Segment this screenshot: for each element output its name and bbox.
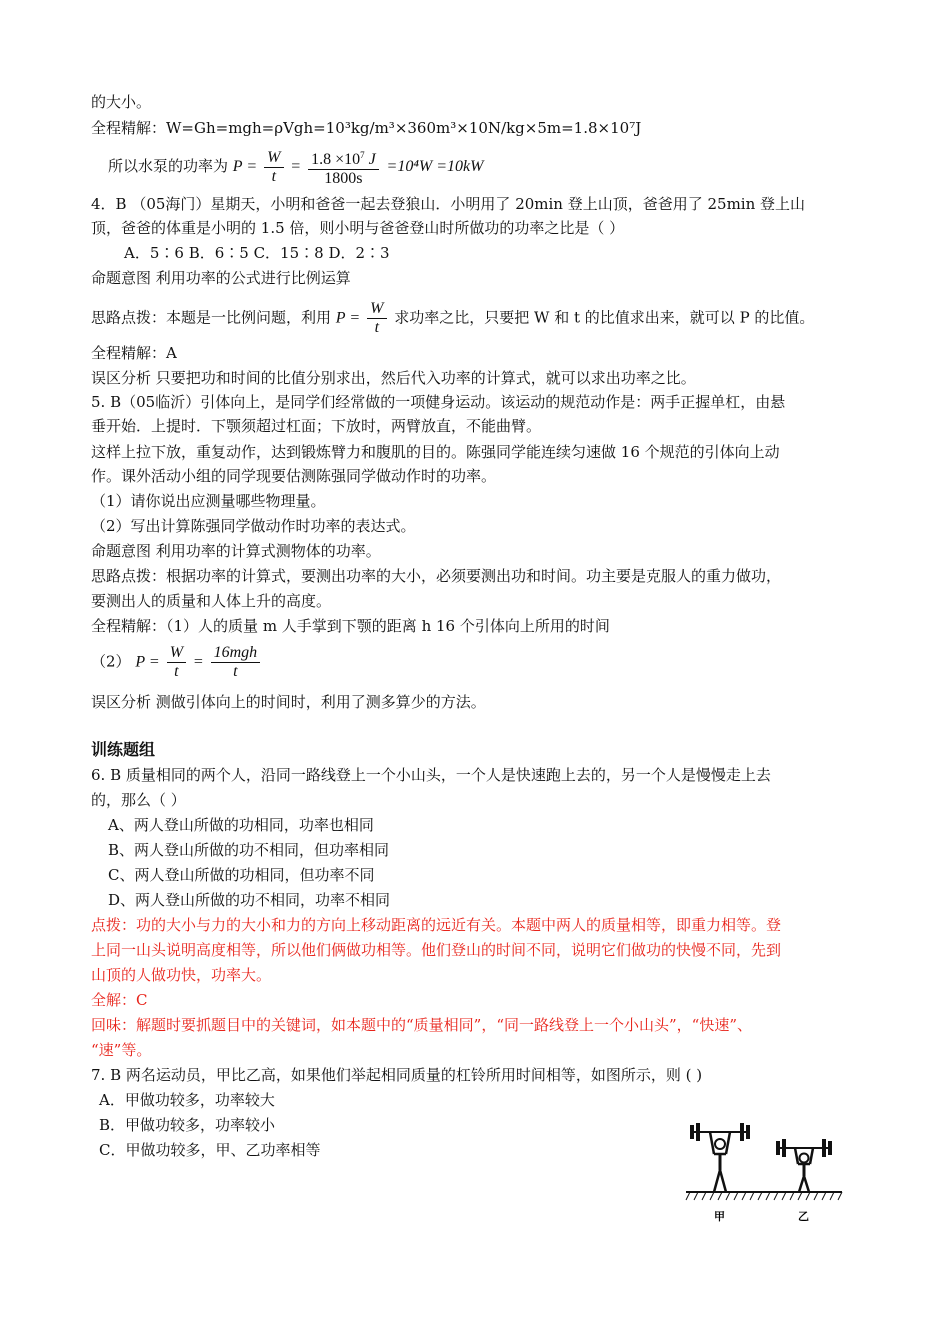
question-7-option-b: B．甲做功较多，功率较小: [99, 1116, 276, 1134]
weightlifters-illustration: [684, 1120, 844, 1230]
question-5-mistake: 误区分析 测做引体向上的时间时，利用了测多算少的方法。: [91, 693, 486, 711]
text-line: 全程精解：W=Gh=mgh=ρVgh=10³kg/m³×360m³×10N/kg×5m=1.8×10⁷J: [91, 119, 642, 137]
question-7-option-a: A．甲做功较多，功率较大: [99, 1091, 275, 1109]
question-6-line: 的，那么（ ）: [91, 791, 186, 809]
question-6-hint: 上同一山头说明高度相等，所以他们俩做功相等。他们登山的时间不同，说明它们做功的快慢不同，先到: [91, 941, 782, 959]
power-formula-line: [108, 146, 483, 188]
weightlifter-yi: [776, 1139, 832, 1192]
equals-sign: =: [193, 653, 203, 671]
fraction-numerator: W: [264, 149, 283, 168]
formula-result: =10⁴W =10kW: [386, 158, 484, 175]
section-title: 训练题组: [91, 740, 156, 759]
weightlifter-jia: [690, 1123, 750, 1192]
symbol-p: P: [135, 653, 146, 671]
question-4-options: A．5∶6 B．6∶5 C．15∶8 D．2∶3: [124, 244, 390, 262]
symbol-p: P: [232, 158, 243, 175]
fraction-16mgh-over-t: [211, 644, 261, 681]
question-5-formula: [91, 644, 263, 681]
numerator-value: 1.8 ×10: [311, 151, 361, 168]
question-6-option-c: C、两人登山所做的功相同，但功率不同: [108, 866, 375, 884]
question-5-sub1: （1）请你说出应测量哪些物理量。: [91, 492, 326, 510]
equals-sign: =: [350, 309, 360, 327]
question-5-line: 作。课外活动小组的同学现要估测陈强同学做动作时的功率。: [91, 467, 497, 485]
question-5-sub2: （2）写出计算陈强同学做动作时功率的表达式。: [91, 517, 416, 535]
numerator-exponent: 7: [360, 150, 365, 160]
question-5-line: 这样上拉下放，重复动作，达到锻炼臂力和腹肌的目的。陈强同学能连续匀速做 16 个规范的引体向上动: [91, 443, 780, 461]
fraction-denominator: 1800s: [324, 170, 363, 187]
question-6-hint: 山顶的人做功快，功率大。: [91, 966, 272, 984]
fraction-denominator: t: [374, 319, 380, 336]
question-4-mistake: 误区分析 只要把功和时间的比值分别求出，然后代入功率的计算式，就可以求出功率之比。: [91, 369, 696, 387]
fraction-denominator: t: [174, 663, 179, 680]
question-6-option-b: B、两人登山所做的功不相同，但功率相同: [108, 841, 390, 859]
question-5-hint: 要测出人的质量和人体上升的高度。: [91, 592, 332, 610]
question-5-line: 5. B（05临沂）引体向上，是同学们经常做的一项健身运动。该运动的规范动作是：两手正握单杠，由悬: [91, 393, 786, 411]
text-line: 的大小。: [91, 93, 152, 111]
fraction-numerator: 16mgh: [211, 644, 261, 663]
fraction-numerator: W: [167, 644, 186, 663]
fraction-numerator: W: [367, 300, 386, 319]
equals-sign: =: [247, 158, 257, 175]
question-7-option-c: C．甲做功较多，甲、乙功率相等: [99, 1141, 321, 1159]
question-6-option-d: D、两人登山所做的功不相同，功率不相同: [108, 891, 391, 909]
figure-label-jia: 甲: [714, 1210, 725, 1223]
fraction-denominator: t: [271, 167, 277, 185]
ground-line: [686, 1192, 842, 1200]
question-6-line: 6. B 质量相同的两个人，沿同一路线登上一个小山头，一个人是快速跑上去的，另一个人是慢慢走上去: [91, 766, 771, 784]
question-5-answer: 全程精解：（1）人的质量 m 人手掌到下颚的距离 h 16 个引体向上所用的时间: [91, 617, 610, 635]
question-4-intent: 命题意图 利用功率的公式进行比例运算: [91, 269, 351, 287]
question-4-hint: [91, 300, 814, 337]
hint-prefix: 思路点拨：本题是一比例问题，利用: [91, 308, 332, 327]
question-5-hint: 思路点拨：根据功率的计算式，要测出功率的大小，必须要测出功和时间。功主要是克服人的重力做功，: [91, 567, 782, 585]
question-4-line: 顶，爸爸的体重是小明的 1.5 倍，则小明与爸爸登山时所做功的功率之比是（ ）: [91, 219, 625, 237]
question-6-option-a: A、两人登山所做的功相同，功率也相同: [108, 816, 374, 834]
figure-label-yi: 乙: [798, 1210, 809, 1223]
question-6-hint: 点拨：功的大小与力的大小和力的方向上移动距离的远近有关。本题中两人的质量相等，即重力相等。登: [91, 916, 782, 934]
question-6-review: “速”等。: [91, 1041, 152, 1059]
formula-prefix: （2）: [91, 652, 131, 671]
formula-prefix: 所以水泵的功率为: [108, 157, 229, 175]
symbol-p: P: [335, 309, 346, 327]
question-5-line: 垂开始．上提时．下颚须超过杠面；下放时，两臂放直，不能曲臂。: [91, 417, 542, 435]
hint-suffix: 求功率之比，只要把 W 和 t 的比值求出来，就可以 P 的比值。: [394, 308, 815, 327]
question-7-line: 7. B 两名运动员，甲比乙高，如果他们举起相同质量的杠铃所用时间相等，如图所示，则 ( ): [91, 1066, 703, 1084]
fraction-denominator: t: [233, 663, 238, 680]
equals-sign: =: [291, 158, 301, 175]
question-6-review: 回味：解题时要抓题目中的关键词，如本题中的“质量相同”，“同一路线登上一个小山头”，“快速”、: [91, 1016, 753, 1034]
fraction-w-over-t: [367, 300, 386, 337]
fraction-w-over-t: [264, 149, 283, 186]
fraction-numerator: [308, 146, 379, 170]
question-4-line: 4．B （05海门）星期天，小明和爸爸一起去登狼山．小明用了 20min 登上山顶，爸爸用了 25min 登上山: [91, 195, 806, 213]
equals-sign: =: [149, 653, 159, 671]
fraction-w-over-t: [167, 644, 186, 681]
numerator-unit: J: [368, 151, 376, 168]
question-5-intent: 命题意图 利用功率的计算式测物体的功率。: [91, 542, 381, 560]
weightlifters-figure: [684, 1120, 844, 1230]
fraction-value: [308, 146, 379, 188]
question-6-answer: 全解：C: [91, 991, 148, 1009]
question-4-answer: 全程精解：A: [91, 344, 177, 362]
